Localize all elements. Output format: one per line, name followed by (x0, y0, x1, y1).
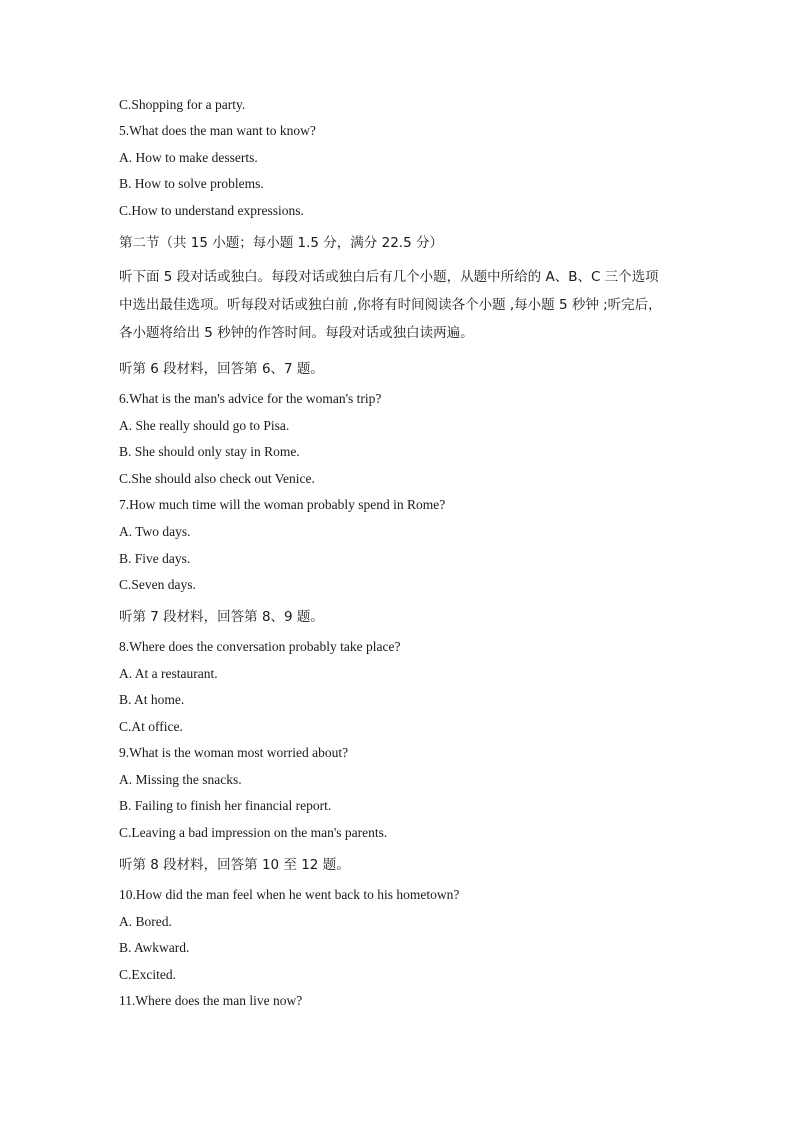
option-c: C.How to understand expressions. (119, 203, 304, 218)
question-8: 8.Where does the conversation probably take place? (119, 639, 401, 654)
option-b: B. Failing to finish her financial report. (119, 798, 332, 813)
option-b: B. She should only stay in Rome. (119, 444, 300, 459)
option-a: A. Two days. (119, 524, 191, 539)
option-a: A. At a restaurant. (119, 666, 218, 681)
option-a: A. She really should go to Pisa. (119, 418, 290, 433)
option-b: B. Five days. (119, 551, 191, 566)
instructions-line-2: 中选出最佳选项。听每段对话或独白前 ,你将有时间阅读各个小题 ,每小题 5 秒钟 ;听完后， (119, 297, 662, 313)
option-c: C.Seven days. (119, 577, 196, 592)
option-a: A. Missing the snacks. (119, 772, 242, 787)
option-a: A. How to make desserts. (119, 150, 258, 165)
section-heading: 第二节（共 15 小题；每小题 1.5 分，满分 22.5 分） (119, 235, 443, 251)
question-7: 7.How much time will the woman probably spend in Rome? (119, 497, 446, 512)
question-5: 5.What does the man want to know? (119, 123, 316, 138)
option-c: C.Leaving a bad impression on the man's parents. (119, 825, 388, 840)
question-6: 6.What is the man's advice for the woman's trip? (119, 391, 382, 406)
instructions-line-1: 听下面 5 段对话或独白。每段对话或独白后有几个小题，从题中所给的 A、B、C 三个选项 (119, 269, 659, 285)
option-c: C.She should also check out Venice. (119, 471, 315, 486)
option-c: C.At office. (119, 719, 183, 734)
question-11: 11.Where does the man live now? (119, 993, 303, 1008)
material-heading: 听第 6 段材料，回答第 6、7 题。 (119, 361, 324, 377)
material-heading: 听第 8 段材料，回答第 10 至 12 题。 (119, 857, 350, 873)
option-c: C.Excited. (119, 967, 176, 982)
option-c: C.Shopping for a party. (119, 97, 246, 112)
option-b: B. At home. (119, 692, 185, 707)
option-a: A. Bored. (119, 914, 172, 929)
material-heading: 听第 7 段材料，回答第 8、9 题。 (119, 609, 324, 625)
option-b: B. How to solve problems. (119, 176, 264, 191)
question-10: 10.How did the man feel when he went back to his hometown? (119, 887, 460, 902)
instructions-line-3: 各小题将给出 5 秒钟的作答时间。每段对话或独白读两遍。 (119, 325, 474, 341)
question-9: 9.What is the woman most worried about? (119, 745, 349, 760)
option-b: B. Awkward. (119, 940, 190, 955)
